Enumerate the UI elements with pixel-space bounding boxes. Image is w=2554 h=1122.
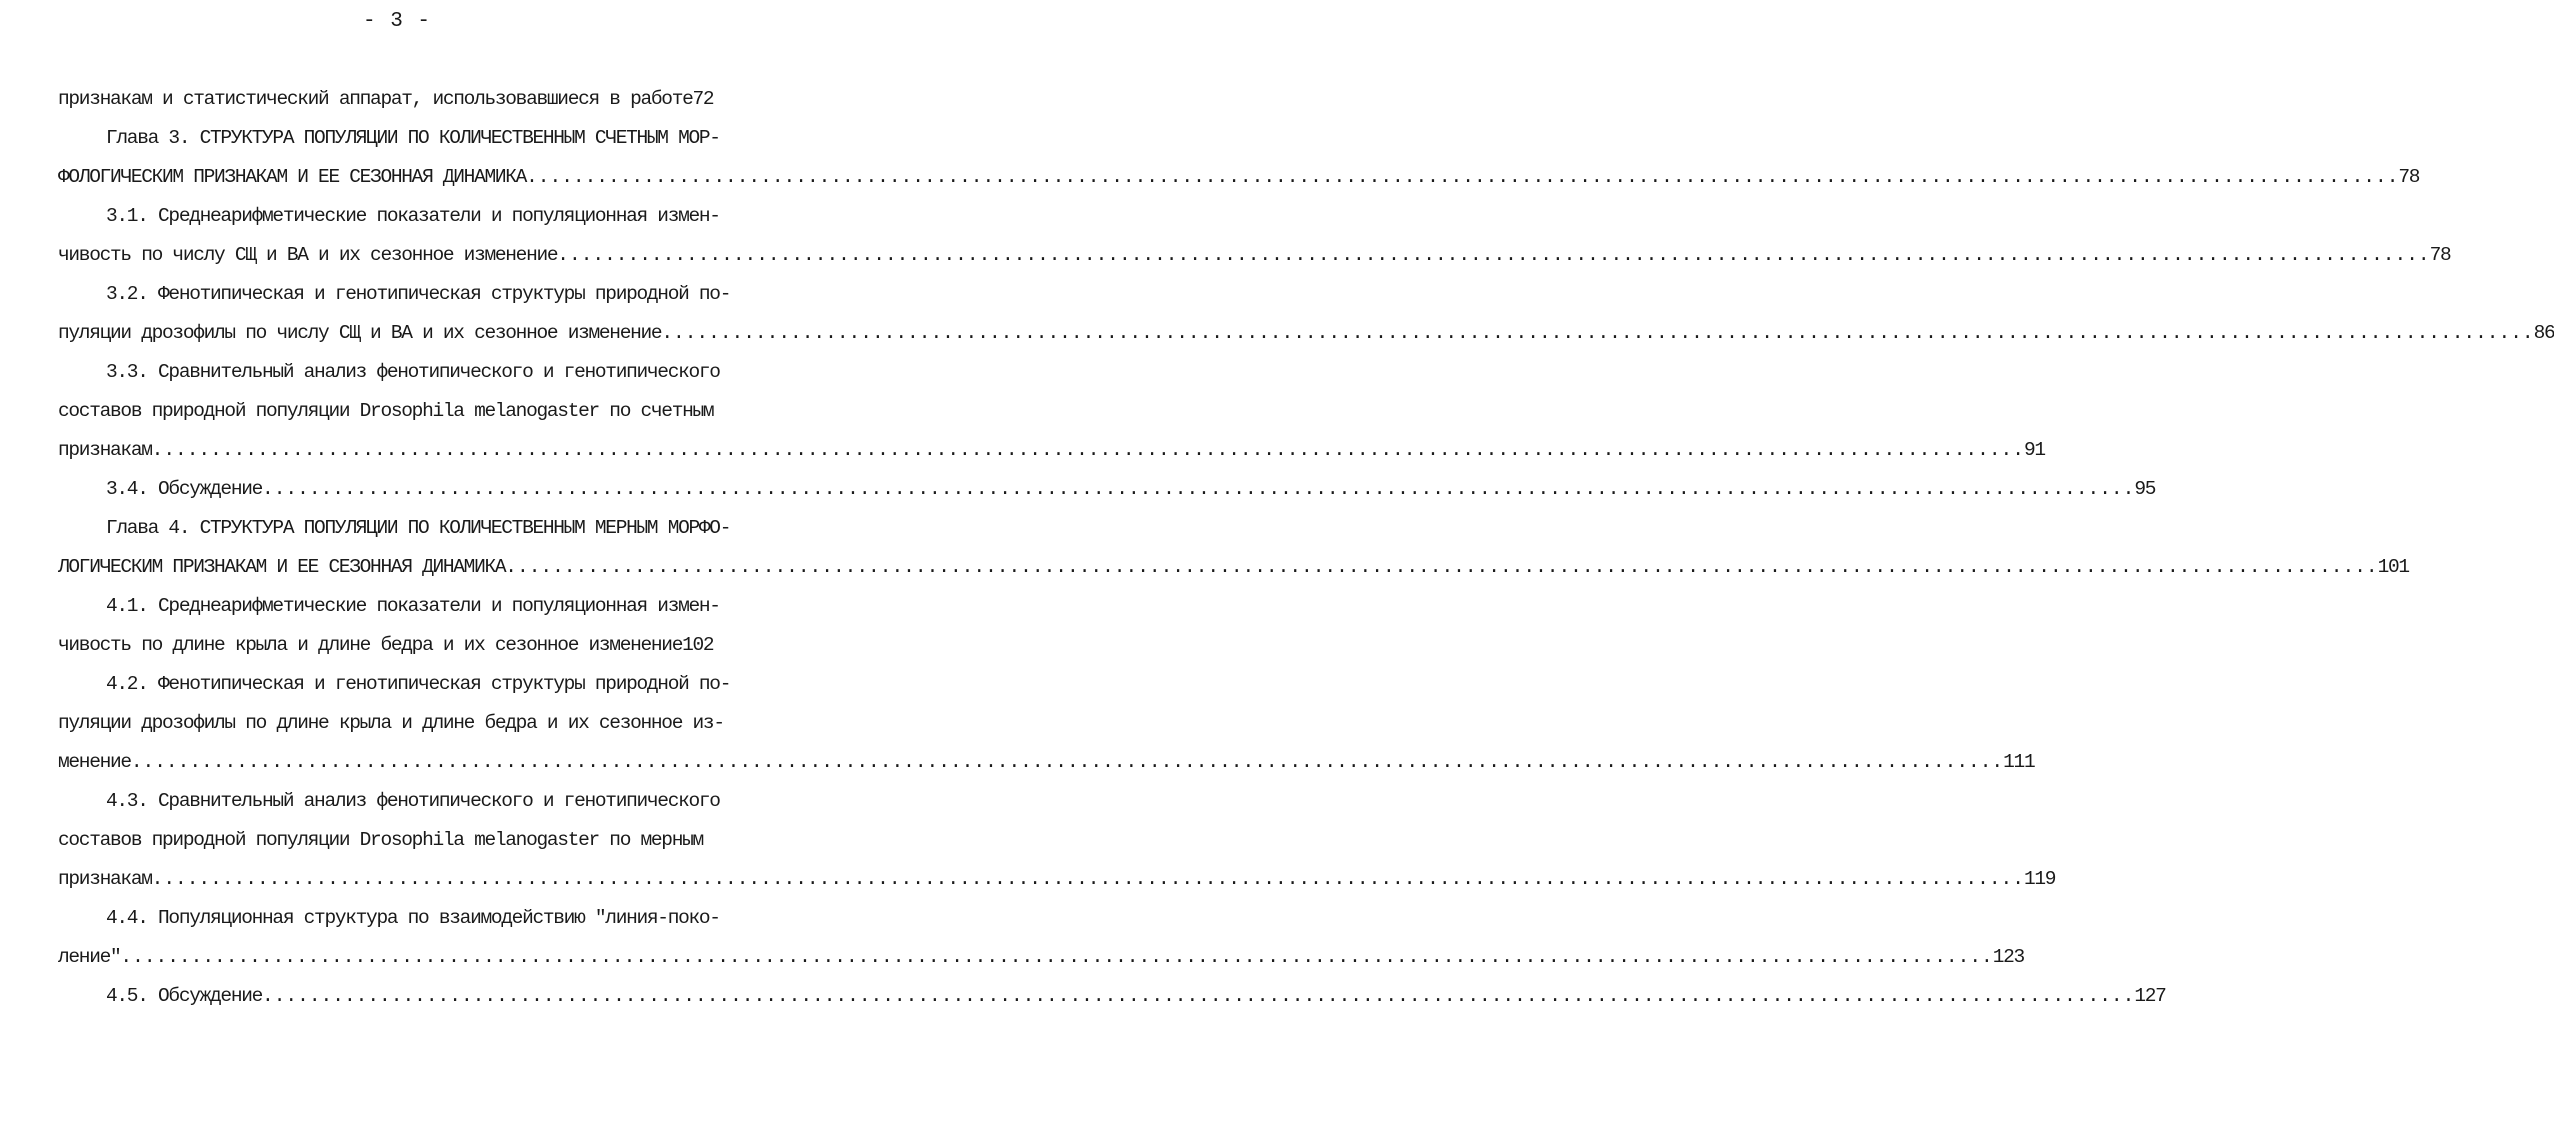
- toc-entry-text: пуляции дрозофилы по числу СЩ и ВА и их сезонное изменение: [58, 322, 662, 344]
- toc-dot-leader: [262, 977, 2134, 1016]
- toc-line: Глава 4. СТРУКТУРА ПОПУЛЯЦИИ ПО КОЛИЧЕСТВЕННЫМ МЕРНЫМ МОРФО-: [106, 517, 731, 539]
- toc-page-number: 78: [2429, 244, 2451, 266]
- toc-page-number: 111: [2003, 751, 2035, 773]
- toc-page-number: 78: [2398, 166, 2420, 188]
- toc-line: [58, 626, 714, 665]
- toc-line: [58, 743, 2035, 782]
- toc-dot-leader: [661, 314, 2533, 353]
- toc-line: 4.4. Популяционная структура по взаимодействию "линия-поко-: [106, 907, 720, 929]
- toc-page-number: 95: [2134, 478, 2156, 500]
- toc-entry-text: чивость по числу СЩ и ВА и их сезонное изменение: [58, 244, 558, 266]
- toc-entry-text: чивость по длине крыла и длине бедра и их сезонное изменение: [58, 634, 683, 656]
- toc-line: [58, 236, 2451, 275]
- toc-page-number: 119: [2023, 868, 2056, 890]
- toc-line: составов природной популяции Drosophila melanogaster по счетным: [58, 400, 714, 422]
- toc-line: 3.2. Фенотипическая и генотипическая структуры природной по-: [106, 283, 731, 305]
- toc-line: [58, 158, 2420, 197]
- toc-page-number: 101: [2377, 556, 2409, 578]
- toc-line: [58, 314, 2554, 353]
- toc-line: [58, 431, 2045, 470]
- table-of-contents: [58, 80, 2554, 1016]
- toc-entry-text: ление": [58, 946, 121, 968]
- toc-line: [58, 977, 2166, 1016]
- toc-dot-leader: [262, 470, 2134, 509]
- toc-entry-text: 4.5. Обсуждение: [106, 985, 263, 1007]
- toc-entry-text: менение: [58, 751, 131, 773]
- toc-entry-text: признакам: [58, 439, 152, 461]
- toc-line: [58, 470, 2156, 509]
- toc-entry-text: ФОЛОГИЧЕСКИМ ПРИЗНАКАМ И ЕЕ СЕЗОННАЯ ДИНАМИКА: [58, 166, 527, 188]
- toc-page-number: 86: [2533, 322, 2554, 344]
- toc-line: 3.3. Сравнительный анализ фенотипического и генотипического: [106, 361, 720, 383]
- toc-entry-text: признакам и статистический аппарат, использовавшиеся в работе: [58, 88, 693, 110]
- toc-dot-leader: [557, 236, 2429, 275]
- toc-line: 3.1. Среднеарифметические показатели и популяционная измен-: [106, 205, 720, 227]
- page-number: - 3 -: [362, 10, 431, 33]
- toc-entry-text: 3.4. Обсуждение: [106, 478, 263, 500]
- toc-line: 4.1. Среднеарифметические показатели и популяционная измен-: [106, 595, 720, 617]
- toc-line: [58, 938, 2024, 977]
- toc-page-number: 102: [682, 634, 714, 656]
- toc-line: [58, 80, 714, 119]
- toc-entry-text: признакам: [58, 868, 152, 890]
- toc-dot-leader: [152, 860, 2024, 899]
- toc-page-number: 127: [2134, 985, 2166, 1007]
- toc-line: 4.2. Фенотипическая и генотипическая структуры природной по-: [106, 673, 731, 695]
- toc-dot-leader: [505, 548, 2377, 587]
- toc-dot-leader: [152, 431, 2024, 470]
- toc-dot-leader: [120, 938, 1992, 977]
- toc-line: Глава 3. СТРУКТУРА ПОПУЛЯЦИИ ПО КОЛИЧЕСТВЕННЫМ СЧЕТНЫМ МОР-: [106, 127, 720, 149]
- toc-line: 4.3. Сравнительный анализ фенотипического и генотипического: [106, 790, 720, 812]
- toc-dot-leader: [526, 158, 2398, 197]
- toc-line: [58, 860, 2056, 899]
- toc-page-number: 123: [1992, 946, 2024, 968]
- toc-entry-text: ЛОГИЧЕСКИМ ПРИЗНАКАМ И ЕЕ СЕЗОННАЯ ДИНАМИКА: [58, 556, 506, 578]
- toc-page-number: 91: [2023, 439, 2045, 461]
- toc-page-number: 72: [692, 88, 714, 110]
- toc-line: пуляции дрозофилы по длине крыла и длине бедра и их сезонное из-: [58, 712, 724, 734]
- toc-line: составов природной популяции Drosophila melanogaster по мерным: [58, 829, 703, 851]
- toc-line: [58, 548, 2409, 587]
- toc-dot-leader: [131, 743, 2003, 782]
